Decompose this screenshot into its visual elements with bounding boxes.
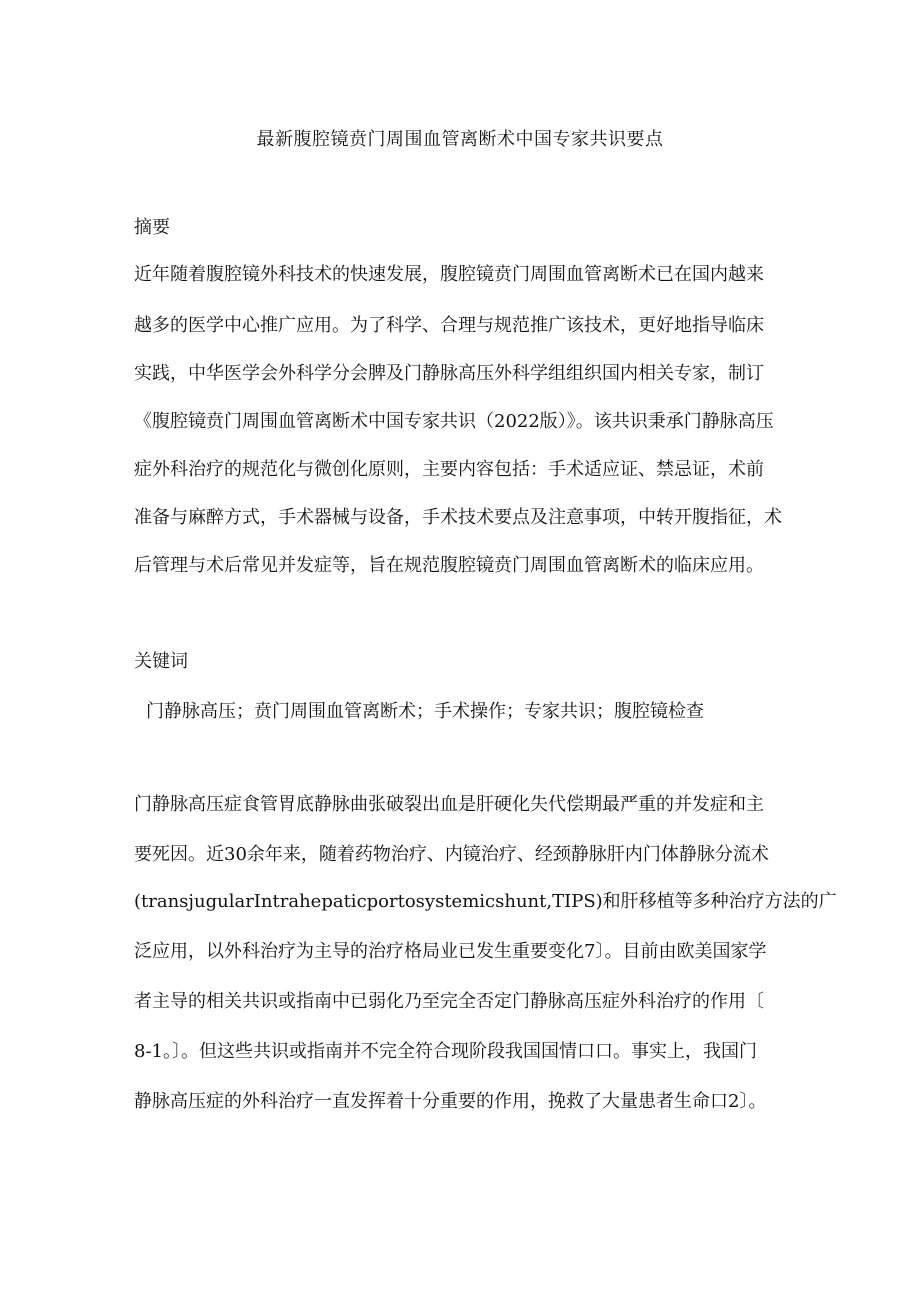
abstract-line: 越多的医学中心推广应用。为了科学、合理与规范推广该技术，更好地指导临床	[134, 315, 764, 336]
body-line: 要死因。近30余年来，随着药物治疗、内镜治疗、经颈静脉肝内门体静脉分流术	[134, 844, 769, 865]
body-line: 泛应用，以外科治疗为主导的治疗格局业已发生重要变化7〕。目前由欧美国家学	[134, 941, 767, 962]
abstract-line: 症外科治疗的规范化与微创化原则，主要内容包括：手术适应证、禁忌证，术前	[134, 459, 764, 480]
keywords-text: 门静脉高压；贲门周围血管离断术；手术操作；专家共识；腹腔镜检查	[146, 701, 704, 722]
abstract-heading: 摘要	[134, 217, 170, 238]
document-title: 最新腹腔镜贲门周围血管离断术中国专家共识要点	[256, 129, 664, 150]
abstract-line: 《腹腔镜贲门周围血管离断术中国专家共识（2022版）》。该共识秉承门静脉高压	[134, 411, 774, 432]
body-line: 静脉高压症的外科治疗一直发挥着十分重要的作用，挽救了大量患者生命口2〕。	[134, 1091, 767, 1112]
body-line: 者主导的相关共识或指南中已弱化乃至完全否定门静脉高压症外科治疗的作用〔	[134, 991, 764, 1012]
body-line: (transjugularIntrahepaticportosystemicshunt,TIPS)和肝移植等多种治疗方法的广	[134, 891, 837, 912]
keywords-heading: 关键词	[134, 651, 188, 672]
body-line: 8-1。〕。但这些共识或指南并不完全符合现阶段我国国情口口。事实上，我国门	[134, 1041, 757, 1062]
abstract-line: 近年随着腹腔镜外科技术的快速发展，腹腔镜贲门周围血管离断术已在国内越来	[134, 264, 764, 285]
abstract-line: 后管理与术后常见并发症等，旨在规范腹腔镜贲门周围血管离断术的临床应用。	[134, 555, 764, 576]
body-line: 门静脉高压症食管胃底静脉曲张破裂出血是肝硬化失代偿期最严重的并发症和主	[134, 794, 764, 815]
abstract-line: 实践，中华医学会外科学分会脾及门静脉高压外科学组组织国内相关专家，制订	[134, 363, 764, 384]
abstract-line: 准备与麻醉方式，手术器械与设备，手术技术要点及注意事项，中转开腹指征，术	[134, 507, 782, 528]
